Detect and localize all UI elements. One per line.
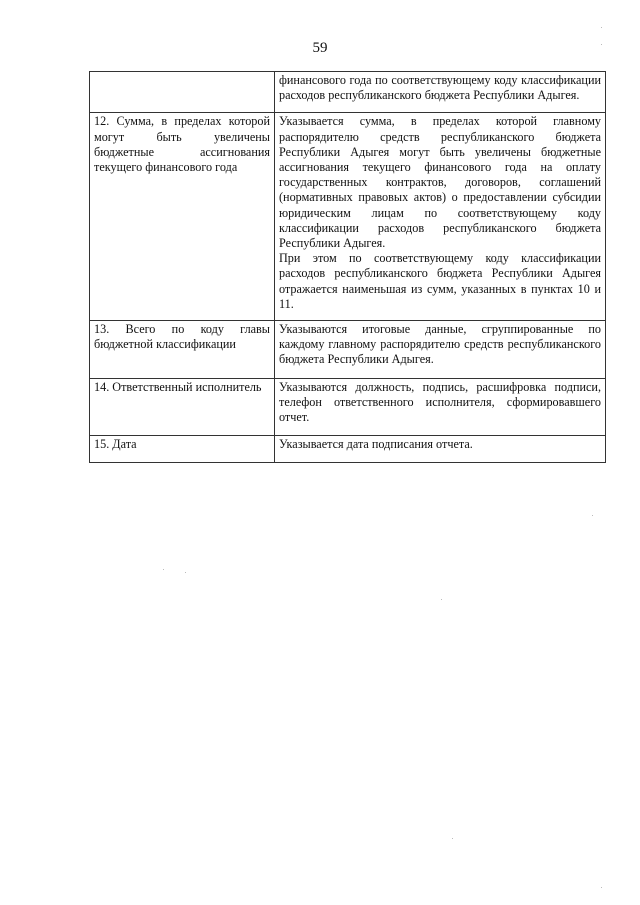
row-description — [275, 72, 606, 113]
table-row-14 — [90, 378, 606, 436]
scan-speck — [452, 838, 453, 839]
row-description — [275, 113, 606, 321]
row-label — [90, 72, 275, 113]
table-row-12 — [90, 113, 606, 321]
description-paragraph: Указывается дата подписания отчета. — [279, 437, 473, 452]
scan-speck — [185, 572, 186, 573]
budget-report-instructions-table — [89, 71, 606, 463]
scan-speck — [592, 515, 593, 516]
description-paragraph: Указываются должность, подпись, расшифровка подписи, телефон ответственного исполнителя, сформировавшего отчет. — [279, 379, 601, 425]
row-label: 12. Сумма, в пределах которой могут быть увеличены бюджетные ассигнования текущего финансового года — [90, 113, 275, 321]
row-label: 13. Всего по коду главы бюджетной классификации — [90, 321, 275, 379]
scan-speck — [601, 44, 602, 45]
page-number: 59 — [312, 40, 328, 56]
scan-speck — [441, 599, 442, 600]
description-paragraph: Указывается сумма, в пределах которой главному распорядителю средств республиканского бюджета Республики Адыгея могут быть увеличены бюджетные ассигнования текущего финансового года на оплату государственных контрактов, договоров, соглашений (нормативных правовых актов) о предоставлении субсидии юридическим лицам по соответствующему коду классификации расходов республиканского бюджета Республики Адыгея. — [279, 114, 601, 251]
row-label: 14. Ответственный исполнитель — [90, 378, 275, 436]
description-paragraph: При этом по соответствующему коду классификации расходов республиканского бюджета Республики Адыгея отражается наименьшая из сумм, указанных в пунктах 10 и 11. — [279, 251, 601, 311]
row-label: 15. Дата — [90, 436, 275, 463]
scan-speck — [163, 569, 164, 570]
table-row-13 — [90, 321, 606, 379]
row-description — [275, 378, 606, 436]
table-row-continuation — [90, 72, 606, 113]
row-description — [275, 436, 606, 463]
scan-speck — [601, 27, 602, 28]
table-row-15 — [90, 436, 606, 463]
row-description — [275, 321, 606, 379]
scan-speck — [601, 887, 602, 888]
description-paragraph: Указываются итоговые данные, сгруппированные по каждому главному распорядителю средств республиканского бюджета Республики Адыгея. — [279, 322, 601, 367]
description-paragraph: финансового года по соответствующему коду классификации расходов республиканского бюджета Республики Адыгея. — [279, 73, 601, 103]
